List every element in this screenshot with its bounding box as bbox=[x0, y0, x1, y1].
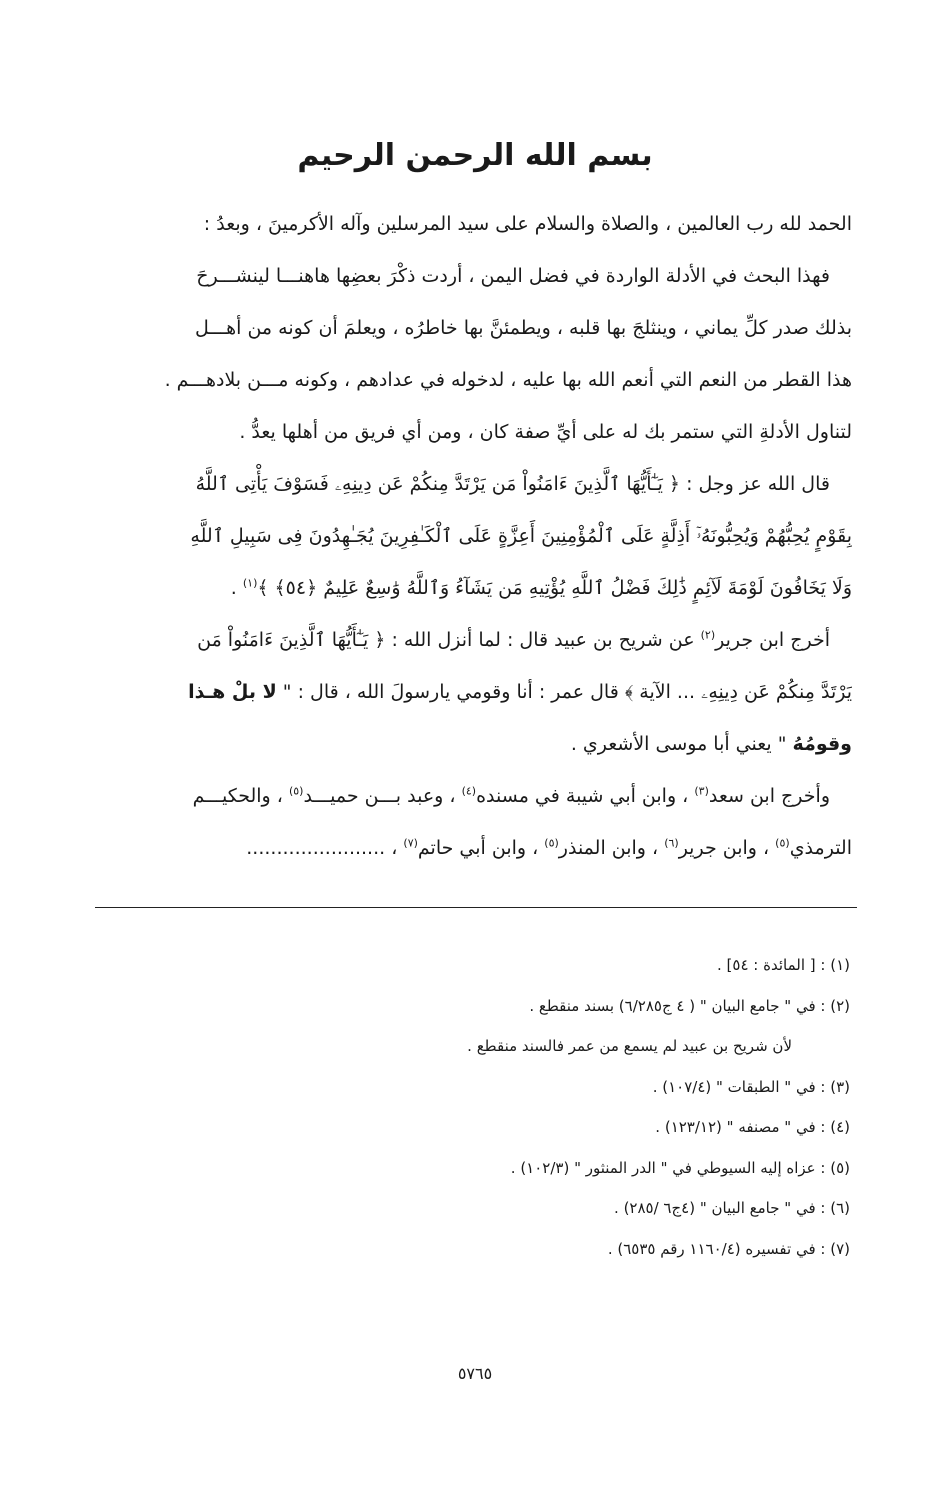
quran-verse: بِقَوْمٍ يُحِبُّهُمْ وَيُحِبُّونَهُۥٓ أَذِلَّةٍ عَلَى ٱلْمُؤْمِنِينَ أَعِزَّةٍ عَلَى ٱلْكَـٰفِرِينَ يُجَـٰهِدُونَ فِى سَبِيلِ ٱللَّهِ bbox=[190, 525, 852, 547]
verse-intro: قال الله عز وجل : bbox=[686, 473, 830, 495]
sources-text: ، وعبد بـــن حميـــد bbox=[303, 785, 462, 807]
quran-verse: وَلَا يَخَافُونَ لَوْمَةَ لَآئِمٍ ذَٰلِكَ فَضْلُ ٱللَّهِ يُؤْتِيهِ مَن يَشَآءُ وَٱللَّهُ وَٰسِعٌ عَلِيمٌ ﴿٥٤﴾ ﴾ bbox=[257, 577, 852, 599]
footnote-marker: (١) bbox=[242, 576, 258, 590]
footnote-marker: (٥) bbox=[544, 836, 559, 850]
verse-line: وَلَا يَخَافُونَ لَوْمَةَ لَآئِمٍ ذَٰلِكَ فَضْلُ ٱللَّهِ يُؤْتِيهِ مَن يَشَآءُ وَٱللَّهُ وَٰسِعٌ عَلِيمٌ ﴿٥٤﴾ ﴾$^{(١)}$ . bbox=[230, 576, 852, 599]
sources-text: ، وابن المنذر bbox=[558, 837, 665, 859]
footnote-marker: (٥) bbox=[288, 784, 304, 798]
sources-text: وأخرج ابن سعد bbox=[708, 785, 830, 807]
hadith-line bbox=[96, 718, 852, 770]
footnote: (٣) : في " الطبقات " (١٠٧/٤) . bbox=[652, 1077, 850, 1096]
body-text bbox=[96, 198, 852, 874]
hadith-text: عن شريح بن عبيد قال : لما أنزل الله : bbox=[391, 629, 695, 651]
sources-text: ، وابن جرير bbox=[678, 837, 776, 859]
footnote: (٢) : في " جامع البيان " ( ٤ ج٦/٢٨٥) بسند منقطع . bbox=[529, 996, 850, 1015]
sources-line bbox=[96, 770, 852, 822]
footnote-marker: (٤) bbox=[461, 784, 477, 798]
footnote-marker: (٦) bbox=[664, 836, 679, 850]
footnote-marker: (٣) bbox=[694, 784, 709, 798]
sources-text: ، وابن أبي شيبة في مسنده bbox=[476, 785, 695, 807]
footnote: (٦) : في " جامع البيان " (٤ج٦ /٢٨٥) . bbox=[614, 1199, 850, 1217]
body-line: فهذا البحث في الأدلة الواردة في فضل اليمن ، أردت ذكْرَ بعضِها هاهنـــا لينشـــرحَ bbox=[196, 265, 830, 287]
footnote: (٥) : عزاه إليه السيوطي في " الدر المنثور " (١٠٢/٣) . bbox=[510, 1158, 850, 1177]
footnotes bbox=[90, 945, 850, 1269]
sources-text: ، ....................... bbox=[246, 837, 404, 859]
body-line: لتناول الأدلةِ التي ستمر بك له على أيِّ صفة كان ، ومن أي فريق من أهلها يعدُّ . bbox=[239, 421, 852, 443]
sources-text: ، وابن أبي حاتم bbox=[417, 837, 545, 859]
quran-verse: يَرْتَدَّ مِنكُمْ عَن دِينِهِۦ bbox=[701, 681, 852, 703]
footnote-continuation: لأن شريح بن عبيد لم يسمع من عمر فالسند منقطع . bbox=[467, 1037, 792, 1055]
hadith-text: ... الآية ﴾ قال عمر : أنا وقومي يارسولَ الله ، قال : " bbox=[282, 681, 696, 703]
hadith-line bbox=[96, 614, 852, 666]
footnote-marker: (٥) bbox=[775, 836, 790, 850]
sources-line bbox=[96, 822, 852, 874]
page-title: بسم الله الرحمن الرحيم bbox=[297, 138, 653, 173]
footnote: (١) : [ المائدة : ٥٤] . bbox=[717, 956, 850, 974]
body-line: هذا القطر من النعم التي أنعم الله بها عليه ، لدخوله في عدادهم ، وكونه مـــن بلادهـــم . bbox=[164, 369, 852, 391]
footnote: (٧) : في تفسيره (١١٦٠/٤ رقم ٦٥٣٥) . bbox=[607, 1239, 850, 1258]
sources-text: ، والحكيـــم bbox=[192, 785, 289, 807]
sources-text: الترمذي bbox=[789, 837, 852, 859]
hadith-text: " يعني أبا موسى الأشعري . bbox=[570, 733, 787, 755]
hadith-quote: لا بلْ هـذا bbox=[188, 681, 277, 703]
footnote-marker: (٢) bbox=[700, 628, 716, 642]
body-line: بذلك صدر كلِّ يماني ، وينثلجَ بها قلبه ، ويطمئنَّ بها خاطرُه ، ويعلمَ أن كونه من أهـــل bbox=[195, 317, 852, 339]
footnote-marker: (٧) bbox=[403, 836, 418, 850]
footnote-divider bbox=[95, 907, 857, 908]
body-line: الحمد لله رب العالمين ، والصلاة والسلام على سيد المرسلين وآله الأكرمينَ ، وبعدُ : bbox=[203, 213, 852, 235]
verse-line bbox=[96, 458, 852, 510]
hadith-text: أخرج ابن جرير bbox=[715, 629, 830, 651]
hadith-quote: وقومُهُ bbox=[792, 733, 852, 755]
hadith-line bbox=[96, 666, 852, 718]
verse-line bbox=[96, 510, 852, 562]
quran-verse: ﴿ يَـٰٓأَيُّهَا ٱلَّذِينَ ءَامَنُواْ مَن bbox=[197, 629, 386, 651]
quran-verse: ﴿ يَـٰٓأَيُّهَا ٱلَّذِينَ ءَامَنُواْ مَن يَرْتَدَّ مِنكُمْ عَن دِينِهِۦ فَسَوْفَ يَأْتِى ٱللَّهُ bbox=[195, 473, 681, 495]
page-number: ٥٧٦٥ bbox=[457, 1364, 493, 1383]
footnote: (٤) : في " مصنفه " (١٢٣/١٢) . bbox=[655, 1118, 850, 1136]
